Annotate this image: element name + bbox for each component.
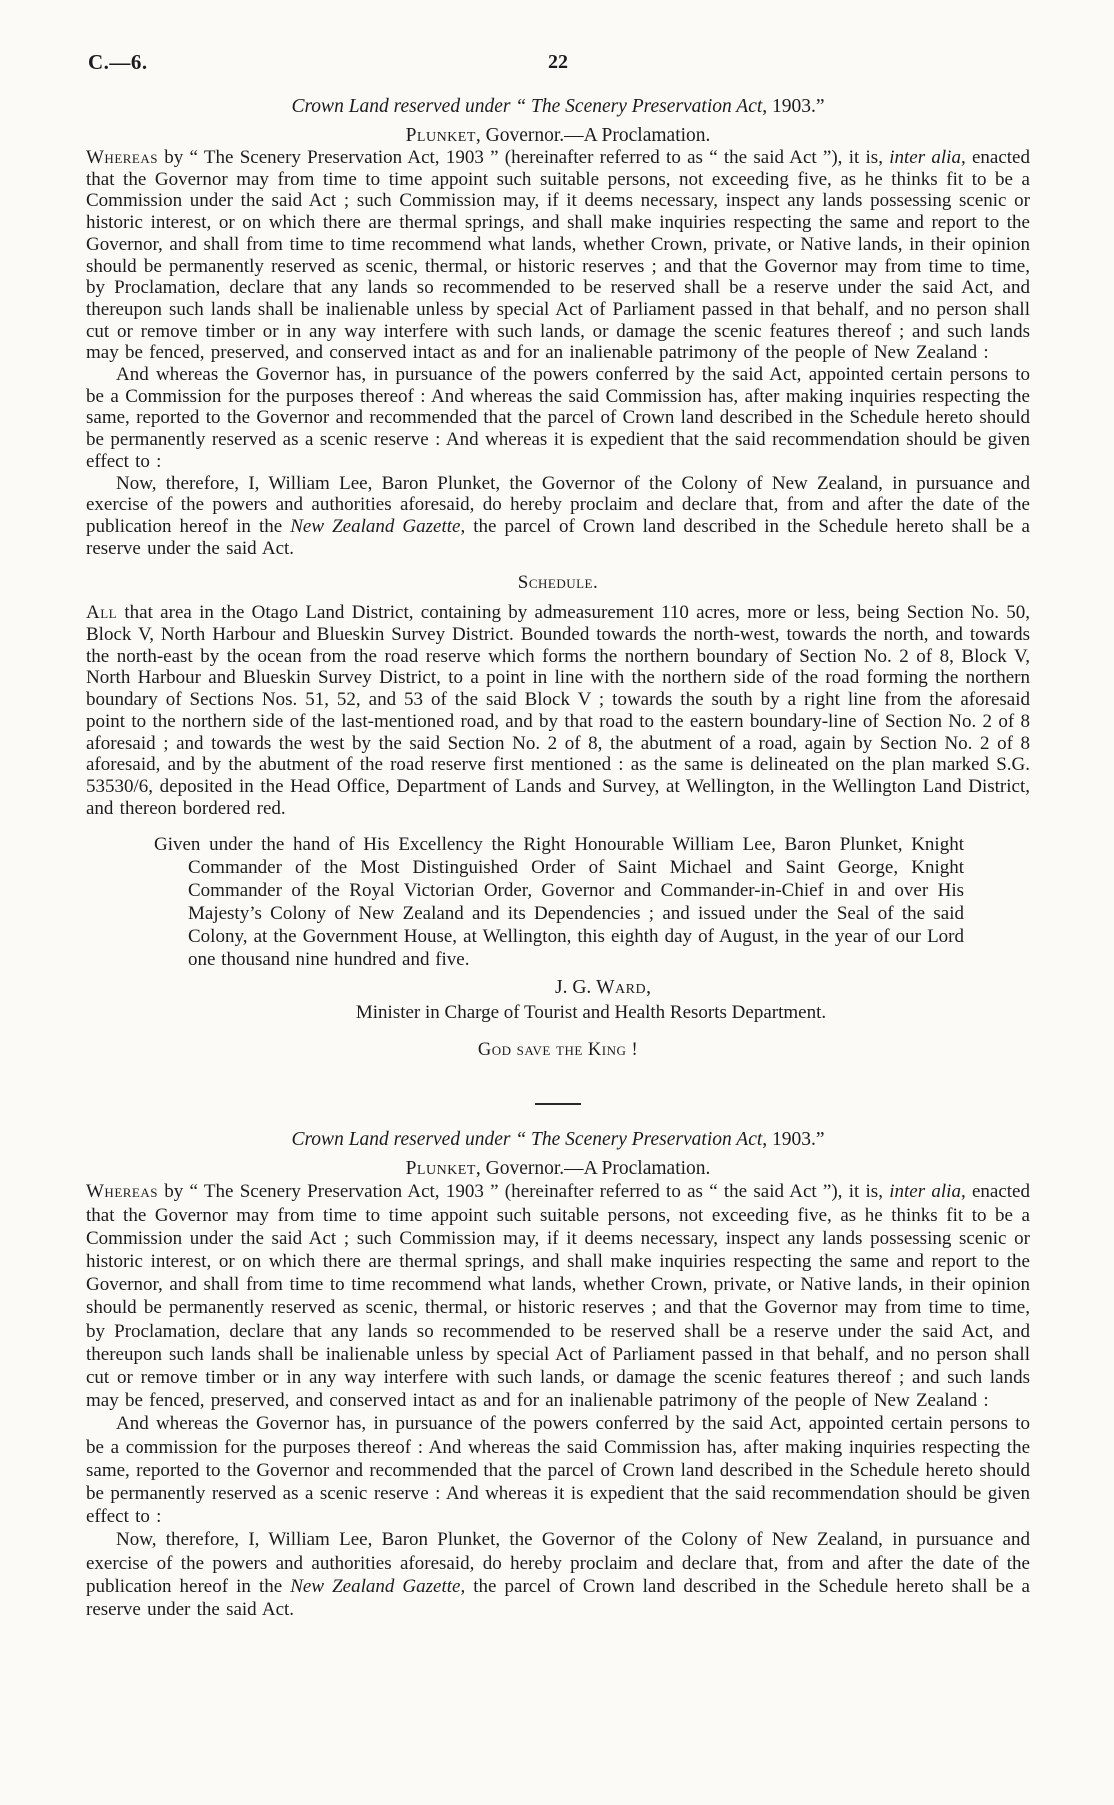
proclamation-2-subtitle: Plunket, Governor.—A Proclamation. — [405, 1158, 711, 1180]
proclamation-2-paragraph-whereas: Whereas by “ The Scenery Preservation Act, 1903 ” (hereinafter referred to as “ the said Act ”), it is, inter alia, enacted that the Governor may from time to time appoint such suitable persons, not exceeding five, as he thinks fit to be a Commission under the said Act ; such Commission may, if it deems necessary, inspect any lands possessing scenic or historic interest, or on which there are thermal springs, and shall make inquiries respecting the same and report to the Governor, and shall from time to time recommend what lands, whether Crown, private, or Native lands, in their opinion should be permanently reserved as scenic, thermal, or historic reserves ; and that the Governor may from time to time, by Proclamation, declare that any lands so recommended to be reserved shall be a reserve under the said Act, and thereupon such lands shall be inalienable unless by special Act of Parliament passed in that behalf, and no person shall cut or remove timber or in any way interfere with such lands, or damage the scenic features thereof ; and such lands may be fenced, preserved, and conserved intact as and for an inalienable patrimony of the people of New Zealand : — [86, 1181, 1030, 1412]
schedule-description: All that area in the Otago Land District, containing by admeasurement 110 acres, more or less, being Section No. 50, Block V, North Harbour and Blueskin Survey District. Bounded towards the north-west, towards the north, and towards the north-east by the ocean from the road reserve which forms the northern boundary of Section No. 2 of 8, Block V, North Harbour and Blueskin Survey District, to a point in line with the northern side of the road forming the northern boundary of Sections Nos. 51, 52, and 53 of the said Block V ; towards the south by a right line from the aforesaid point to the northern side of the last-mentioned road, and by that road to the eastern boundary-line of Section No. 2 of 8 aforesaid ; and towards the west by the said Section No. 2 of 8, the abutment of a road, again by Section No. 2 of 8 aforesaid, and by the abutment of the road reserve first mentioned : as the same is delineated on the plan marked S.G. 53530/6, deposited in the Head Office, Department of Lands and Survey, at Wellington, in the Wellington Land District, and thereon bordered red. — [86, 602, 1030, 819]
schedule-heading: Schedule. — [517, 572, 599, 594]
attestation-clause: Given under the hand of His Excellency the Right Honourable William Lee, Baron Plunket, Knight Commander of the Most Distinguished Order of Saint Michael and Saint George, Knight Commander of the Royal Victorian Order, Governor and Commander-in-Chief in and over His Majesty’s Colony of New Zealand and its Dependencies ; and issued under the Seal of the said Colony, at the Government House, at Wellington, this eighth day of August, in the year of our Lord one thousand nine hundred and five. — [154, 834, 964, 971]
proclamation-1 — [86, 96, 1030, 1061]
proclamation-1-paragraph-now-therefore: Now, therefore, I, William Lee, Baron Plunket, the Governor of the Colony of New Zealand, in pursuance and exercise of the powers and authorities aforesaid, do hereby proclaim and declare that, from and after the date of the publication hereof in the New Zealand Gazette, the parcel of Crown land described in the Schedule hereto shall be a reserve under the said Act. — [86, 472, 1030, 559]
proclamation-1-paragraph-whereas: Whereas by “ The Scenery Preservation Act, 1903 ” (hereinafter referred to as “ the said Act ”), it is, inter alia, enacted that the Governor may from time to time appoint such suitable persons, not exceeding five, as he thinks fit to be a Commission under the said Act ; such Commission may, if it deems necessary, inspect any lands possessing scenic or historic interest, or on which there are thermal springs, and shall make inquiries respecting the same and report to the Governor, and shall from time to time recommend what lands, whether Crown, private, or Native lands, in their opinion should be permanently reserved as scenic, thermal, or historic reserves ; and that the Governor may from time to time, by Proclamation, declare that any lands so recommended to be reserved shall be a reserve under the said Act, and thereupon such lands shall be inalienable unless by special Act of Parliament passed in that behalf, and no person shall cut or remove timber or in any way interfere with such lands, or damage the scenic features thereof ; and such lands may be fenced, preserved, and conserved intact as and for an inalienable patrimony of the people of New Zealand : — [86, 147, 1030, 364]
proclamation-1-paragraph-and-whereas: And whereas the Governor has, in pursuance of the powers conferred by the said Act, appointed certain persons to be a Commission for the purposes thereof : And whereas the said Commission has, after making inquiries respecting the same, reported to the Governor and recommended that the parcel of Crown land described in the Schedule hereto should be permanently reserved as a scenic reserve : And whereas it is expedient that the said recommendation should be given effect to : — [86, 364, 1030, 472]
minister-title: Minister in Charge of Tourist and Health Resorts Department. — [355, 1002, 827, 1024]
proclamation-1-title: Crown Land reserved under “ The Scenery Preservation Act, 1903.” — [291, 96, 825, 117]
page-number: 22 — [548, 51, 568, 73]
proclamation-2-paragraph-now-therefore: Now, therefore, I, William Lee, Baron Plunket, the Governor of the Colony of New Zealand, in pursuance and exercise of the powers and authorities aforesaid, do hereby proclaim and declare that, from and after the date of the publication hereof in the New Zealand Gazette, the parcel of Crown land described in the Schedule hereto shall be a reserve under the said Act. — [86, 1529, 1030, 1621]
proclamation-2 — [86, 1129, 1030, 1621]
proclamation-2-paragraph-and-whereas: And whereas the Governor has, in pursuance of the powers conferred by the said Act, appointed certain persons to be a commission for the purposes thereof : And whereas the said Commission has, after making inquiries respecting the same, reported to the Governor and recommended that the parcel of Crown land described in the Schedule hereto should be permanently reserved as a scenic reserve : And whereas it is expedient that the said recommendation should be given effect to : — [86, 1413, 1030, 1528]
page-header — [86, 50, 1030, 78]
god-save-the-king: God save the King ! — [477, 1040, 639, 1061]
section-divider — [535, 1103, 581, 1105]
proclamation-2-title: Crown Land reserved under “ The Scenery Preservation Act, 1903.” — [291, 1129, 825, 1151]
paper-reference: C.—6. — [88, 50, 148, 74]
signature: J. G. Ward, — [554, 977, 651, 999]
proclamation-1-subtitle: Plunket, Governor.—A Proclamation. — [405, 125, 711, 146]
